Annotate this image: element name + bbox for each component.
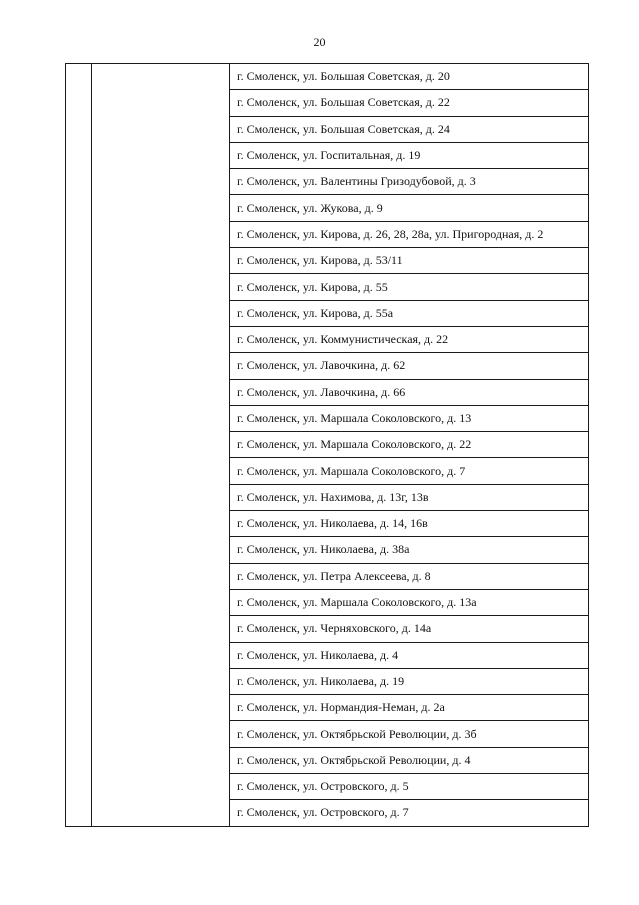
address-cell: г. Смоленск, ул. Лавочкина, д. 66: [230, 379, 589, 405]
address-cell: г. Смоленск, ул. Петра Алексеева, д. 8: [230, 563, 589, 589]
table-row: [66, 64, 589, 90]
page-number: 20: [313, 35, 326, 49]
address-cell: г. Смоленск, ул. Большая Советская, д. 24: [230, 116, 589, 142]
address-table: [65, 63, 589, 827]
address-cell: г. Смоленск, ул. Нахимова, д. 13г, 13в: [230, 484, 589, 510]
address-cell: г. Смоленск, ул. Маршала Соколовского, д. 13: [230, 405, 589, 431]
address-cell: г. Смоленск, ул. Николаева, д. 4: [230, 642, 589, 668]
address-cell: г. Смоленск, ул. Нормандия-Неман, д. 2а: [230, 695, 589, 721]
address-cell: г. Смоленск, ул. Кирова, д. 53/11: [230, 248, 589, 274]
address-cell: г. Смоленск, ул. Николаева, д. 38а: [230, 537, 589, 563]
address-cell: г. Смоленск, ул. Октябрьской Революции, д. 3б: [230, 721, 589, 747]
address-cell: г. Смоленск, ул. Островского, д. 7: [230, 800, 589, 826]
address-cell: г. Смоленск, ул. Большая Советская, д. 20: [230, 64, 589, 90]
address-cell: г. Смоленск, ул. Октябрьской Революции, д. 4: [230, 747, 589, 773]
address-cell: г. Смоленск, ул. Валентины Гризодубовой, д. 3: [230, 169, 589, 195]
name-column-cell: [92, 64, 230, 827]
address-cell: г. Смоленск, ул. Кирова, д. 26, 28, 28а, ул. Пригородная, д. 2: [230, 221, 589, 247]
address-cell: г. Смоленск, ул. Коммунистическая, д. 22: [230, 326, 589, 352]
address-cell: г. Смоленск, ул. Большая Советская, д. 22: [230, 90, 589, 116]
address-cell: г. Смоленск, ул. Николаева, д. 19: [230, 668, 589, 694]
address-cell: г. Смоленск, ул. Кирова, д. 55а: [230, 300, 589, 326]
address-cell: г. Смоленск, ул. Госпитальная, д. 19: [230, 142, 589, 168]
address-cell: г. Смоленск, ул. Островского, д. 5: [230, 774, 589, 800]
address-cell: г. Смоленск, ул. Черняховского, д. 14а: [230, 616, 589, 642]
address-cell: г. Смоленск, ул. Жукова, д. 9: [230, 195, 589, 221]
address-cell: г. Смоленск, ул. Маршала Соколовского, д. 22: [230, 432, 589, 458]
address-cell: г. Смоленск, ул. Маршала Соколовского, д. 13а: [230, 589, 589, 615]
address-cell: г. Смоленск, ул. Кирова, д. 55: [230, 274, 589, 300]
address-cell: г. Смоленск, ул. Лавочкина, д. 62: [230, 353, 589, 379]
address-table-body: [66, 64, 589, 827]
address-cell: г. Смоленск, ул. Николаева, д. 14, 16в: [230, 511, 589, 537]
number-column-cell: [66, 64, 92, 827]
address-cell: г. Смоленск, ул. Маршала Соколовского, д. 7: [230, 458, 589, 484]
